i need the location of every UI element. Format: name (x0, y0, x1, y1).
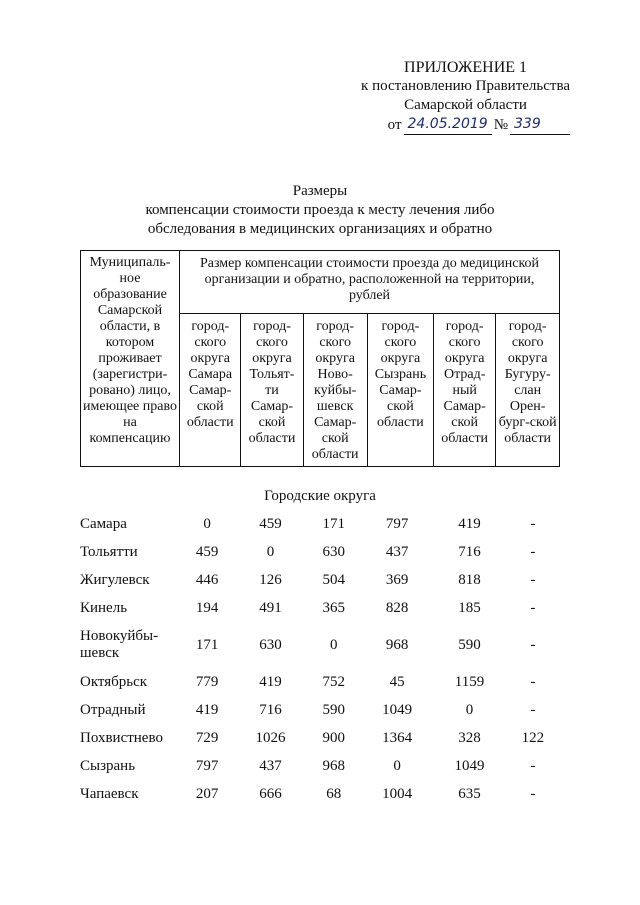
appendix-line-1: к постановлению Правительства (361, 78, 570, 94)
value-cell: 504 (322, 571, 346, 588)
table-row (80, 752, 560, 780)
value-cell: 0 (465, 701, 474, 718)
value-cell: 0 (330, 636, 338, 653)
value-cell: 459 (195, 543, 219, 560)
row-name-cell: Кинель (80, 599, 128, 616)
column-header-syzran: город-ского округа Сызрань Самар-ской области (367, 314, 433, 467)
row-name-cell: Отрадный (80, 701, 146, 718)
appendix-title: ПРИЛОЖЕНИЕ 1 (404, 59, 528, 76)
table-row (80, 696, 560, 724)
row-name-cell: Сызрань (80, 757, 136, 774)
table-row (80, 566, 560, 594)
table-header (80, 250, 560, 467)
appendix-block (361, 58, 570, 135)
value-cell: - (530, 571, 536, 588)
value-cell: 365 (322, 599, 346, 616)
value-cell: 369 (385, 571, 409, 588)
date-prefix: от (387, 117, 402, 133)
column-header-buguruslan: город-ского округа Бугуру-слан Орен-бург-ской области (496, 314, 560, 467)
value-cell: 446 (195, 571, 219, 588)
row-name-cell: Жигулевск (80, 571, 150, 588)
title-line-2: компенсации стоимости проезда к месту лечения либо (145, 202, 495, 218)
value-cell: 828 (385, 599, 409, 616)
value-cell: 716 (458, 543, 481, 560)
value-cell: 491 (259, 599, 282, 616)
value-cell: 900 (322, 729, 346, 746)
value-cell: 45 (389, 673, 405, 690)
row-name-cell: Похвистнево (80, 729, 163, 746)
value-cell: 126 (259, 571, 282, 588)
value-cell: 968 (322, 757, 346, 774)
table-row (80, 538, 560, 566)
table-row (80, 780, 560, 808)
value-cell: 194 (195, 599, 219, 616)
value-cell: 419 (259, 673, 282, 690)
row-name-cell: Новокуйбы-шевск (80, 628, 159, 661)
row-name-cell: Самара (80, 515, 127, 532)
value-cell: 1364 (382, 729, 413, 746)
table-row (80, 594, 560, 622)
value-cell: 437 (259, 757, 282, 774)
value-cell: - (530, 636, 536, 653)
size-header-cell: Размер компенсации стоимости проезда до медицинской организации и обратно, расположенной на территории, рублей (180, 251, 560, 314)
value-cell: 635 (458, 785, 481, 802)
value-cell: 122 (521, 729, 545, 746)
value-cell: - (530, 515, 536, 532)
value-cell: 716 (259, 701, 282, 718)
value-cell: 1004 (382, 785, 413, 802)
value-cell: 1049 (382, 701, 413, 718)
number-value: 339 (510, 115, 570, 135)
value-cell: 666 (259, 785, 282, 802)
value-cell: - (530, 543, 536, 560)
row-name-cell: Тольятти (80, 543, 138, 560)
date-number-row (361, 115, 570, 135)
value-cell: 818 (458, 571, 481, 588)
value-cell: 1159 (454, 673, 485, 690)
value-cell: 729 (195, 729, 219, 746)
value-cell: 328 (458, 729, 481, 746)
value-cell: 797 (195, 757, 219, 774)
value-cell: 590 (322, 701, 346, 718)
column-header-tolyatti: город-ского округа Тольят-ти Самар-ской области (241, 314, 303, 467)
section-title: Городские округа (264, 488, 376, 504)
row-name-cell: Чапаевск (80, 785, 139, 802)
number-prefix: № (493, 117, 508, 133)
value-cell: 419 (458, 515, 481, 532)
value-cell: 752 (322, 673, 346, 690)
value-cell: - (530, 673, 536, 690)
table-row (80, 510, 560, 538)
value-cell: 437 (385, 543, 409, 560)
value-cell: 207 (195, 785, 219, 802)
value-cell: 68 (326, 785, 342, 802)
column-header-samara: город-ского округа Самара Самар-ской области (180, 314, 241, 467)
value-cell: 1026 (255, 729, 286, 746)
title-line-1: Размеры (292, 183, 348, 199)
value-cell: 419 (195, 701, 219, 718)
value-cell: 0 (393, 757, 401, 774)
column-header-otradny: город-ского округа Отрад-ный Самар-ской области (433, 314, 495, 467)
data-table (80, 510, 560, 808)
value-cell: 459 (259, 515, 282, 532)
value-cell: 185 (458, 599, 481, 616)
value-cell: 171 (195, 636, 219, 653)
table-row (80, 622, 560, 668)
value-cell: 171 (322, 515, 346, 532)
value-cell: - (530, 757, 536, 774)
value-cell: 0 (266, 543, 275, 560)
value-cell: 797 (385, 515, 409, 532)
appendix-line-2: Самарской области (404, 97, 527, 113)
row-header-cell: Муниципаль-ное образование Самарской области, в котором проживает (зарегистри-ровано) лицо, имеющее право на компенсацию (81, 251, 180, 467)
value-cell: 630 (322, 543, 346, 560)
table-row (80, 724, 560, 752)
value-cell: 590 (458, 636, 481, 653)
value-cell: 1049 (454, 757, 485, 774)
value-cell: - (530, 785, 536, 802)
table-row (80, 668, 560, 696)
value-cell: - (530, 599, 536, 616)
document-title (0, 182, 640, 239)
value-cell: 0 (203, 515, 211, 532)
title-line-3: обследования в медицинских организациях и обратно (147, 221, 493, 237)
value-cell: 968 (385, 636, 409, 653)
date-value: 24.05.2019 (404, 115, 492, 135)
value-cell: 779 (195, 673, 219, 690)
row-name-cell: Октябрьск (80, 673, 148, 690)
value-cell: 630 (259, 636, 282, 653)
column-header-novokuybyshevsk: город-ского округа Ново-куйбы-шевск Самар-ской области (303, 314, 367, 467)
value-cell: - (530, 701, 536, 718)
